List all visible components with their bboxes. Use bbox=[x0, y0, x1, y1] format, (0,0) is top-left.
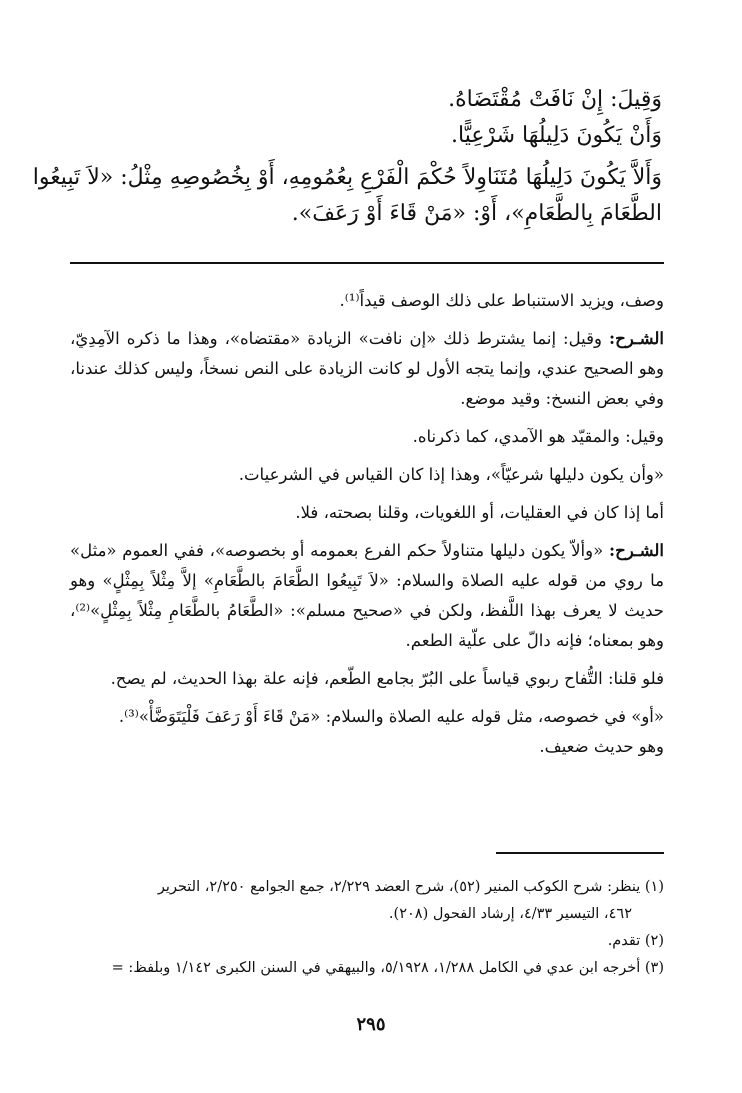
commentary-paragraph: وصف، ويزيد الاستنباط على ذلك الوصف قيداً⁽¹⁾. bbox=[339, 291, 664, 310]
commentary-paragraph bbox=[70, 324, 664, 414]
matn-line-1: وَقِيلَ: إِنْ نَافَتْ مُقْتَضَاهُ. bbox=[448, 87, 662, 112]
footnote-3: (٣) أخرجه ابن عدي في الكامل ١/٢٨٨، ٥/١٩٢٨، والبيهقي في السنن الكبرى ١/١٤٢ وبلفظ: = bbox=[111, 960, 664, 976]
commentary-text-span: وقيل: إنما يشترط ذلك «إن نافت» الزيادة «مقتضاه»، وهذا ما ذكره الآمِدِيّ، وهو الصحيح عندي، وإنما يتجه الأول لو كانت الزيادة على النص نسخاً، وليس كذلك عندنا، وفي بعض النسخ: وقيد موضع. bbox=[70, 329, 664, 408]
matn-line-4: الطَّعَامَ بِالطَّعَامِ»، أَوْ: «مَنْ قَاءَ أَوْ رَعَفَ». bbox=[291, 201, 662, 226]
section-divider bbox=[70, 262, 664, 264]
matn-line-3: وَأَلاَّ يَكُونَ دَلِيلُهَا مُتَنَاوِلاً حُكْمَ الْفَرْعِ بِعُمُومِهِ، أَوْ بِخُصُوصِهِ مِثْلُ: «لاَ تَبِيعُوا bbox=[32, 165, 662, 190]
footnote-1: (١) ينظر: شرح الكوكب المنير (٥٢)، شرح العضد ٢/٢٢٩، جمع الجوامع ٢/٢٥٠، التحرير bbox=[157, 879, 664, 895]
commentary-paragraph: فلو قلنا: التُّفاح ربوي قياساً على البُرّ بجامع الطّعم، فإنه علة بهذا الحديث، لم يصح. bbox=[110, 669, 664, 688]
matn-line-2: وَأَنْ يَكُونَ دَلِيلُهَا شَرْعِيًّا. bbox=[451, 123, 662, 148]
commentary-paragraph: وهو حديث ضعيف. bbox=[539, 737, 664, 756]
commentary-paragraph: «وأن يكون دليلها شرعيّاً»، وهذا إذا كان القياس في الشرعيات. bbox=[238, 465, 664, 484]
commentary-paragraph: «أو» في خصوصه، مثل قوله عليه الصلاة والسلام: «مَنْ قَاءَ أَوْ رَعَفَ فَلْيَتَوَضَّأْ»⁽³⁾. bbox=[118, 707, 664, 726]
commentary-paragraph: وقيل: والمقيّد هو الآمدي، كما ذكرناه. bbox=[412, 427, 664, 446]
footnotes bbox=[70, 874, 664, 982]
commentary-paragraph bbox=[70, 536, 664, 656]
footnote-1-continued: ٤٦٢، التيسير ٤/٣٣، إرشاد الفحول (٢٠٨). bbox=[388, 906, 632, 922]
page-number: ٢٩٥ bbox=[356, 1014, 386, 1035]
commentary-text bbox=[70, 286, 664, 770]
footnote-2: (٢) تقدم. bbox=[607, 933, 664, 949]
sharh-label: الشـرح: bbox=[608, 329, 664, 348]
commentary-paragraph: أما إذا كان في العقليات، أو اللغويات، وقلنا بصحته، فلا. bbox=[295, 503, 664, 522]
sharh-label: الشـرح: bbox=[608, 541, 664, 560]
commentary-text-span: «وألاّ يكون دليلها متناولاً حكم الفرع بعمومه أو بخصوصه»، ففي العموم «مثل» ما روي من قوله عليه الصلاة والسلام: «لاَ تَبِيعُوا الطَّعَامَ بالطَّعَامِ» إلاَّ مِثْلاً بِمِثْلٍ» وهو حديث لا يعرف بهذا اللَّفظ، ولكن في «صحيح مسلم»: «الطَّعَامُ بالطَّعَامِ مِثْلاً بِمِثْلٍ»⁽²⁾، وهو بمعناه؛ فإنه دالّ على علّية الطعم. bbox=[70, 541, 664, 650]
footnote-divider bbox=[496, 852, 664, 854]
matn-text bbox=[32, 82, 662, 232]
